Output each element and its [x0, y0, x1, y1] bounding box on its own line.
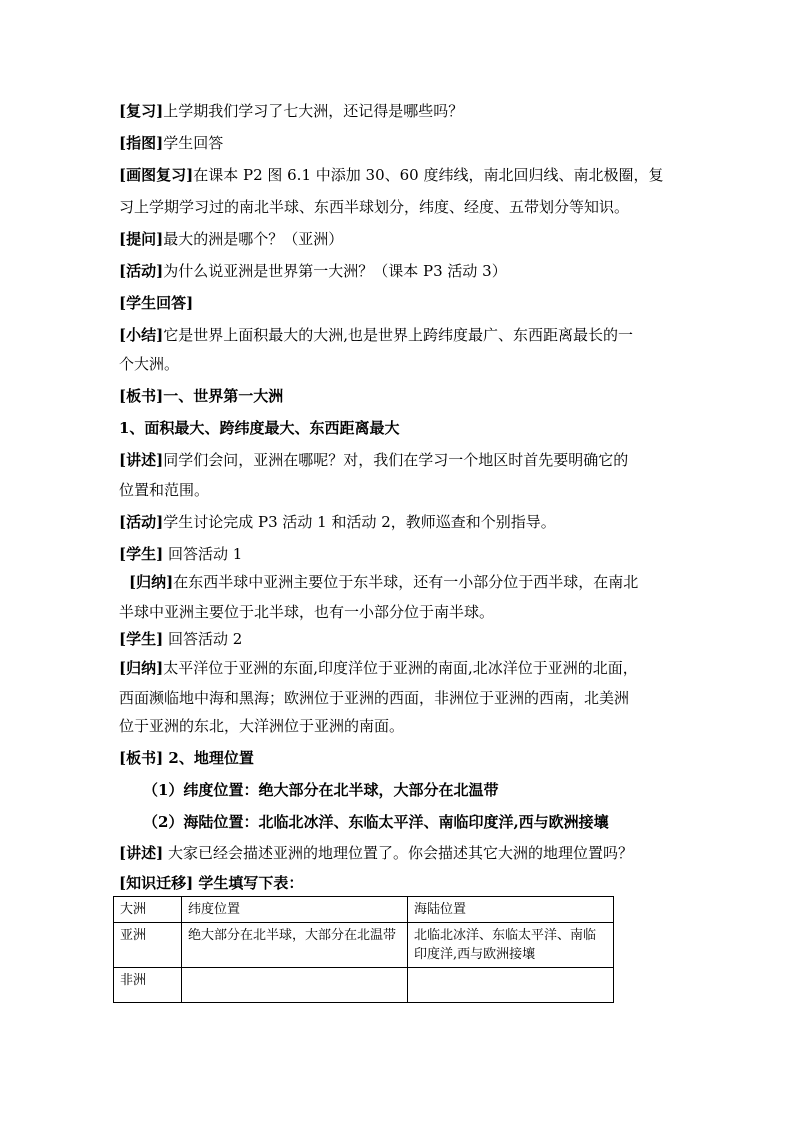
paragraph-text: （1）纬度位置：绝大部分在北半球，大部分在北温带 — [143, 781, 499, 799]
paragraph-text: 同学们会问，亚洲在哪呢？对，我们在学习一个地区时首先要明确它的 — [163, 451, 629, 469]
paragraph — [119, 293, 193, 313]
paragraph — [119, 101, 463, 121]
paragraph — [119, 197, 629, 217]
paragraph-text: 在东西半球中亚洲主要位于东半球，还有一小部分位于西半球，在南北 — [173, 573, 639, 591]
paragraph-text: 回答活动 1 — [163, 545, 243, 563]
paragraph-tag: [指图] — [119, 134, 164, 152]
paragraph-tag: [学生回答] — [119, 294, 194, 312]
paragraph-tag: [活动] — [119, 513, 164, 531]
paragraph-text: 太平洋位于亚洲的东面,印度洋位于亚洲的南面,北冰洋位于亚洲的北面， — [163, 659, 638, 677]
table-row — [114, 968, 614, 1003]
paragraph-tag: [讲述] — [119, 844, 164, 862]
paragraph-text: 位置和范围。 — [119, 481, 210, 499]
table-cell — [408, 968, 614, 1003]
continent-table — [113, 896, 614, 1003]
paragraph — [119, 843, 633, 863]
paragraph — [119, 354, 179, 374]
paragraph-text: 最大的洲是哪个？（亚洲） — [163, 230, 344, 248]
paragraph — [119, 165, 663, 185]
paragraph-tag: [活动] — [119, 262, 164, 280]
paragraph-text: 个大洲。 — [119, 355, 180, 373]
paragraph-tag: [提问] — [119, 230, 164, 248]
paragraph-text: 2、地理位置 — [163, 749, 254, 767]
paragraph — [119, 602, 494, 622]
paragraph-tag: [画图复习] — [119, 166, 194, 184]
paragraph-tag: [归纳] — [119, 659, 164, 677]
paragraph-text: 它是世界上面积最大的大洲,也是世界上跨纬度最广、东西距离最长的一 — [163, 326, 633, 344]
paragraph-text: 学生填写下表： — [193, 874, 304, 892]
paragraph-text: 大家已经会描述亚洲的地理位置了。你会描述其它大洲的地理位置吗？ — [163, 844, 633, 862]
paragraph-tag: [小结] — [119, 326, 164, 344]
paragraph-text: 在课本 P2 图 6.1 中添加 30、60 度纬线，南北回归线、南北极圈，复 — [193, 166, 664, 184]
paragraph-tag: [复习] — [119, 102, 164, 120]
paragraph-text: 习上学期学习过的南北半球、东西半球划分，纬度、经度、五带划分等知识。 — [119, 198, 630, 216]
paragraph-text: 一、世界第一大洲 — [163, 387, 284, 405]
paragraph-tag: [知识迁移] — [119, 874, 194, 892]
paragraph — [119, 261, 507, 281]
paragraph — [119, 418, 399, 438]
table-cell: 非洲 — [114, 968, 182, 1003]
paragraph — [119, 480, 209, 500]
paragraph-text: 西面濒临地中海和黑海；欧洲位于亚洲的西面，非洲位于亚洲的西南，北美洲 — [119, 689, 630, 707]
table-cell — [182, 968, 408, 1003]
paragraph — [119, 229, 343, 249]
paragraph-text: 为什么说亚洲是世界第一大洲？（课本 P3 活动 3） — [163, 262, 507, 280]
paragraph-text: 上学期我们学习了七大洲，还记得是哪些吗？ — [163, 102, 464, 120]
paragraph — [143, 812, 609, 832]
paragraph — [119, 512, 556, 532]
paragraph-tag: [学生] — [119, 630, 164, 648]
paragraph-tag: [板书] — [119, 749, 164, 767]
paragraph — [119, 450, 628, 470]
paragraph — [129, 572, 638, 592]
paragraph — [119, 688, 629, 708]
paragraph-text: 学生回答 — [163, 134, 224, 152]
paragraph — [119, 716, 404, 736]
paragraph — [119, 325, 633, 345]
paragraph-tag: [学生] — [119, 545, 164, 563]
paragraph-text: 学生讨论完成 P3 活动 1 和活动 2，教师巡查和个别指导。 — [163, 513, 556, 531]
paragraph-tag: [归纳] — [129, 573, 174, 591]
paragraph — [119, 386, 283, 406]
paragraph-text: （2）海陆位置：北临北冰洋、东临太平洋、南临印度洋,西与欧洲接壤 — [143, 813, 609, 831]
paragraph-text: 回答活动 2 — [163, 630, 243, 648]
table-header-row — [114, 897, 614, 923]
paragraph-text: 1、面积最大、跨纬度最大、东西距离最大 — [119, 419, 400, 437]
paragraph — [143, 780, 498, 800]
table-cell: 绝大部分在北半球，大部分在北温带 — [182, 923, 408, 968]
paragraph — [119, 658, 638, 678]
table-header-cell: 海陆位置 — [408, 897, 614, 923]
table-row — [114, 923, 614, 968]
paragraph — [119, 544, 242, 564]
paragraph — [119, 133, 223, 153]
paragraph-tag: [讲述] — [119, 451, 164, 469]
paragraph — [119, 629, 242, 649]
paragraph — [119, 748, 254, 768]
paragraph-text: 位于亚洲的东北，大洋洲位于亚洲的南面。 — [119, 717, 405, 735]
table-header-cell: 纬度位置 — [182, 897, 408, 923]
table-cell: 北临北冰洋、东临太平洋、南临印度洋,西与欧洲接壤 — [408, 923, 614, 968]
table-header-cell: 大洲 — [114, 897, 182, 923]
paragraph — [119, 873, 303, 893]
paragraph-text: 半球中亚洲主要位于北半球，也有一小部分位于南半球。 — [119, 603, 495, 621]
table-cell: 亚洲 — [114, 923, 182, 968]
paragraph-tag: [板书] — [119, 387, 164, 405]
